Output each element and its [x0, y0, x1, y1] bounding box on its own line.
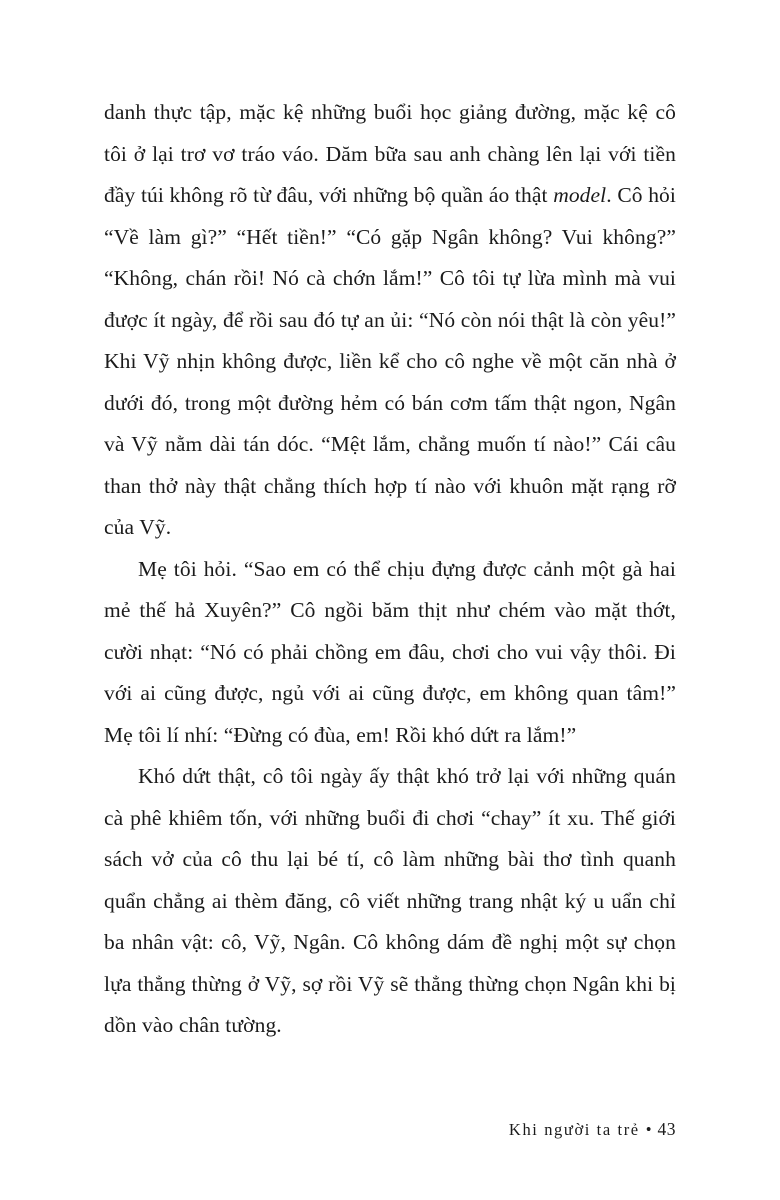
paragraph	[104, 92, 676, 549]
text-run: danh thực tập, mặc kệ những buổi học giảng đường, mặc kệ cô tôi ở lại trơ vơ tráo váo. Dăm bữa sau anh chàng lên lại với tiền đầy túi không rõ từ đâu, với những bộ quần áo thật	[104, 100, 676, 207]
text-run-italic: model	[553, 183, 607, 207]
text-run: Khó dứt thật, cô tôi ngày ấy thật khó trở lại với những quán cà phê khiêm tốn, với những buổi đi chơi “chay” ít xu. Thế giới sách vở của cô thu lại bé tí, cô làm những bài thơ tình quanh quẩn chẳng ai thèm đăng, cô viết những trang nhật ký u uẩn chỉ ba nhân vật: cô, Vỹ, Ngân. Cô không dám đề nghị một sự chọn lựa thẳng thừng ở Vỹ, sợ rồi Vỹ sẽ thẳng thừng chọn Ngân khi bị dồn vào chân tường.	[104, 764, 676, 1037]
text-run: Mẹ tôi hỏi. “Sao em có thể chịu đựng được cảnh một gà hai mẻ thế hả Xuyên?” Cô ngồi băm thịt như chém vào mặt thớt, cười nhạt: “Nó có phải chồng em đâu, chơi cho vui vậy thôi. Đi với ai cũng được, ngủ với ai cũng được, em không quan tâm!” Mẹ tôi lí nhí: “Đừng có đùa, em! Rồi khó dứt ra lắm!”	[104, 556, 676, 747]
text-run: . Cô hỏi “Về làm gì?” “Hết tiền!” “Có gặp Ngân không? Vui không?” “Không, chán rồi! Nó cà chớn lắm!” Cô tôi tự lừa mình mà vui được ít ngày, để rồi sau đó tự an ủi: “Nó còn nói thật là còn yêu!” Khi Vỹ nhịn không được, liền kể cho cô nghe về một căn nhà ở dưới đó, trong một đường hẻm có bán cơm tấm thật ngon, Ngân và Vỹ nằm dài tán dóc. “Mệt lắm, chẳng muốn tí nào!” Cái câu than thở này thật chẳng thích hợp tí nào với khuôn mặt rạng rỡ của Vỹ.	[104, 183, 676, 539]
page-number: 43	[657, 1119, 676, 1139]
page-body	[104, 92, 676, 1047]
paragraph	[104, 756, 676, 1047]
paragraph	[104, 549, 676, 757]
running-title: Khi người ta trẻ	[508, 1120, 640, 1139]
page-footer	[104, 1119, 676, 1140]
footer-separator: •	[645, 1120, 652, 1139]
